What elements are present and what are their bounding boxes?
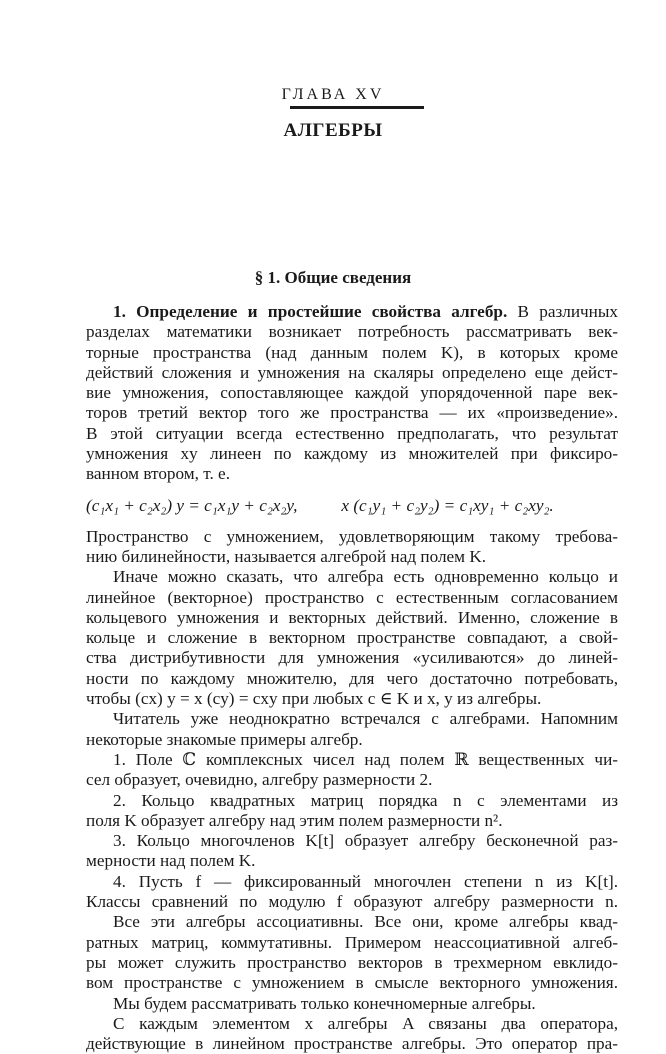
example-2-line-1: 2. Кольцо квадратных матриц порядка n с элементами из [113, 790, 618, 810]
bilinearity-formula [86, 485, 618, 527]
example-3-line-1: 3. Кольцо многочленов K[t] образует алгебру бесконечной раз- [113, 831, 618, 851]
paragraph-1-line-1 [86, 302, 618, 322]
example-3-line-2: мерности над полем K. [86, 851, 256, 871]
paragraph-3-line-2: линейное (векторное) пространство с естественным согласованием [86, 587, 618, 607]
paragraph-5-line-4: вом пространстве с умножением в смысле векторного умножения. [86, 973, 618, 993]
paragraph-1-line-6: торов третий вектор того же пространства — их «произведение». [86, 403, 618, 423]
example-2-line-2: поля K образует алгебру над этим полем размерности n². [86, 810, 503, 830]
paragraph-2-line-1: Пространство с умножением, удовлетворяющим такому требова- [86, 526, 618, 546]
example-4-line-1: 4. Пусть f — фиксированный многочлен степени n из K[t]. [113, 871, 618, 891]
example-4-line-2: Классы сравнений по модулю f образуют алгебру размерности n. [86, 892, 618, 912]
paragraph-1-line-5: вие умножения, сопоставляющее каждой упорядоченной паре век- [86, 383, 618, 403]
paragraph-1-line-7: В этой ситуации всегда естественно предполагать, что результат [86, 423, 618, 443]
paragraph-3-line-6: ности по каждому множителю, для чего достаточно потребовать, [86, 668, 618, 688]
paragraph-4-line-2: некоторые знакомые примеры алгебр. [86, 729, 363, 749]
formula-left: (c₁x₁ + c₂x₂) y = c₁x₁y + c₂x₂y, [86, 495, 298, 515]
paragraph-1-line-3: торные пространства (над данным полем K), в которых кроме [86, 342, 618, 362]
example-1-line-1: 1. Поле ℂ комплексных чисел над полем ℝ вещественных чи- [113, 749, 618, 769]
paragraph-6-line-1: Мы будем рассматривать только конечномерные алгебры. [113, 993, 536, 1013]
paragraph-3-line-3: кольцевого умножения и векторных действий. Именно, сложение в [86, 607, 618, 627]
paragraph-1-line-8: умножения xy линеен по каждому из множителей при фиксиро- [86, 444, 618, 464]
subsection-heading: 1. Определение и простейшие свойства алгебр. [113, 302, 508, 321]
paragraph-5-line-1: Все эти алгебры ассоциативны. Все они, кроме алгебры квад- [113, 912, 618, 932]
paragraph-2-line-2: нию билинейности, называется алгеброй над полем K. [86, 546, 487, 566]
paragraph-5-line-3: ры может служить пространство векторов в трехмерном евклидо- [86, 952, 618, 972]
paragraph-5-line-2: ратных матриц, коммутативны. Примером неассоциативной алгеб- [86, 932, 618, 952]
paragraph-4-line-1: Читатель уже неоднократно встречался с алгебрами. Напомним [113, 709, 618, 729]
paragraph-7-line-1: С каждым элементом x алгебры A связаны два оператора, [113, 1013, 618, 1033]
formula-right: x (c₁y₁ + c₂y₂) = c₁xy₁ + c₂xy₂. [341, 495, 554, 515]
paragraph-1-line-1-rest: В различных [517, 302, 618, 321]
paragraph-3-line-4: кольце и сложение в векторном пространстве совпадают, а свой- [86, 628, 618, 648]
body-text [86, 302, 618, 1054]
paragraph-7-line-2: действующие в линейном пространстве алгебры. Это оператор пра- [86, 1034, 618, 1054]
paragraph-1-line-9: ванном втором, т. е. [86, 464, 230, 484]
paragraph-3-line-5: ства дистрибутивности для умножения «усиливаются» до линей- [86, 648, 618, 668]
section-title: § 1. Общие сведения [254, 268, 412, 287]
paragraph-3-line-1: Иначе можно сказать, что алгебра есть одновременно кольцо и [113, 567, 618, 587]
chapter-label: ГЛАВА XV [281, 86, 385, 103]
chapter-title: АЛГЕБРЫ [283, 120, 383, 141]
example-1-line-2: сел образует, очевидно, алгебру размерности 2. [86, 770, 433, 790]
paragraph-1-line-2: разделах математики возникает потребность рассматривать век- [86, 322, 618, 342]
chapter-divider [290, 106, 424, 109]
paragraph-3-line-7: чтобы (cx) y = x (cy) = cxy при любых c ∈ K и x, y из алгебры. [86, 689, 542, 709]
paragraph-1-line-4: действий сложения и умножения на скаляры определено еще дейст- [86, 362, 618, 382]
